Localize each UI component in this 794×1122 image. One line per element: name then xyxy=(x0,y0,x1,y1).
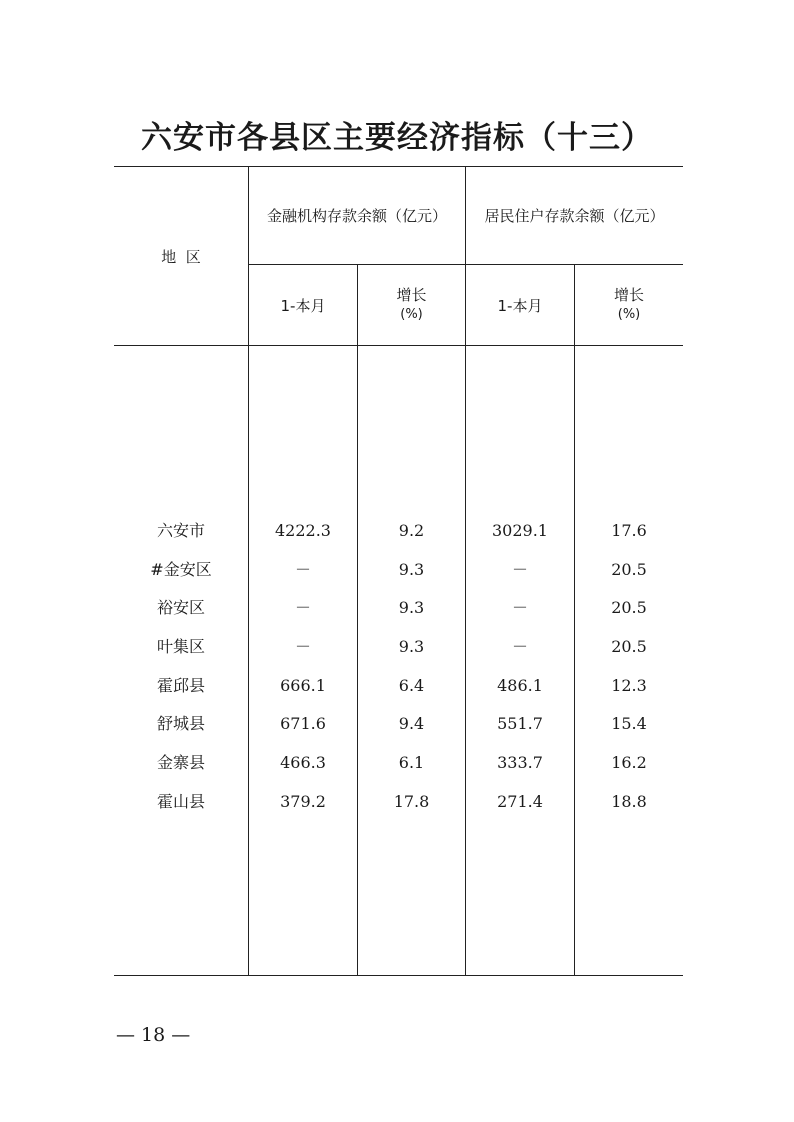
resident-deposit-cell: 333.7 xyxy=(497,753,543,772)
deposit-growth-cell: 6.1 xyxy=(398,753,425,772)
resident-growth-cell: 20.5 xyxy=(611,637,647,656)
deposit-cell: － xyxy=(294,560,311,579)
deposit-growth-cell: 6.4 xyxy=(398,676,425,695)
deposit-cell: 379.2 xyxy=(280,792,326,811)
deposit-cell: － xyxy=(294,637,311,656)
resident-growth-cell: 16.2 xyxy=(611,753,647,772)
resident-growth-cell: 17.6 xyxy=(611,521,647,540)
page-title: 六安市各县区主要经济指标（十三） xyxy=(141,120,653,156)
table-bottom-rule xyxy=(114,975,683,976)
resident-growth-cell: 15.4 xyxy=(611,714,647,733)
region-cell: 舒城县 xyxy=(156,714,205,733)
deposit-cell: 4222.3 xyxy=(275,521,331,540)
page-number: — 18 — xyxy=(116,1024,191,1046)
deposit-growth-cell: 9.3 xyxy=(398,598,425,617)
resident-growth-cell: 12.3 xyxy=(611,676,647,695)
resident-deposit-cell: － xyxy=(511,560,528,579)
header-bottom-rule xyxy=(114,345,683,346)
resident-deposit-cell: 271.4 xyxy=(497,792,543,811)
table-top-rule xyxy=(114,166,683,167)
header-growth-1-label: 增长 xyxy=(396,286,427,304)
column-divider xyxy=(357,264,358,976)
header-region: 地 区 xyxy=(161,248,201,266)
header-deposit-balance: 金融机构存款余额（亿元） xyxy=(266,207,447,225)
region-cell: 霍邱县 xyxy=(156,676,205,695)
resident-growth-cell: 18.8 xyxy=(611,792,647,811)
header-growth-2-label: 增长 xyxy=(613,286,644,304)
header-divider-rule xyxy=(249,264,683,265)
column-divider xyxy=(574,264,575,976)
deposit-growth-cell: 9.3 xyxy=(398,560,425,579)
deposit-cell: 666.1 xyxy=(280,676,326,695)
header-growth-1 xyxy=(358,285,465,325)
region-cell: #金安区 xyxy=(150,560,212,579)
deposit-cell: 671.6 xyxy=(280,714,326,733)
resident-growth-cell: 20.5 xyxy=(611,560,647,579)
deposit-growth-cell: 9.4 xyxy=(398,714,425,733)
region-cell: 霍山县 xyxy=(156,792,205,811)
region-cell: 叶集区 xyxy=(156,637,205,656)
resident-growth-cell: 20.5 xyxy=(611,598,647,617)
resident-deposit-cell: － xyxy=(511,598,528,617)
deposit-growth-cell: 9.3 xyxy=(398,637,425,656)
header-resident-deposit-balance: 居民住户存款余额（亿元） xyxy=(484,207,665,225)
resident-deposit-cell: 486.1 xyxy=(497,676,543,695)
header-growth-2-unit: (%) xyxy=(617,307,641,322)
header-growth-2 xyxy=(575,285,683,325)
deposit-cell: － xyxy=(294,598,311,617)
region-cell: 六安市 xyxy=(156,521,205,540)
deposit-growth-cell: 9.2 xyxy=(398,521,425,540)
resident-deposit-cell: 551.7 xyxy=(497,714,543,733)
deposit-cell: 466.3 xyxy=(280,753,326,772)
header-period-2: 1-本月 xyxy=(497,297,543,315)
resident-deposit-cell: － xyxy=(511,637,528,656)
region-cell: 裕安区 xyxy=(156,598,205,617)
deposit-growth-cell: 17.8 xyxy=(393,792,430,811)
region-cell: 金寨县 xyxy=(156,753,205,772)
resident-deposit-cell: 3029.1 xyxy=(492,521,548,540)
header-growth-1-unit: (%) xyxy=(400,307,423,322)
header-period-1: 1-本月 xyxy=(280,297,326,315)
